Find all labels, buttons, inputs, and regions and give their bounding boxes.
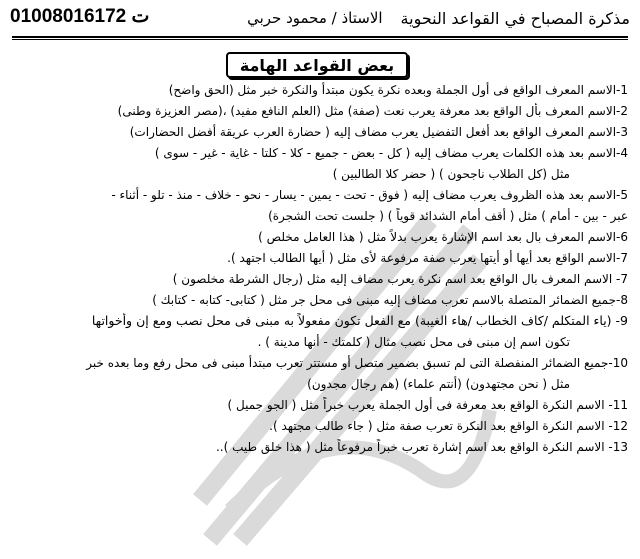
rule-line: 7- الاسم المعرف بال الواقع بعد اسم نكرة يعرب مضاف إليه مثل (رجال الشرطة مخلصون ) — [172, 272, 628, 286]
phone-line — [10, 5, 149, 28]
rule-line: 6-الاسم المعرف بال بعد اسم الإشارة يعرب بدلاً مثل ( هذا العامل مخلص ) — [258, 230, 628, 244]
rule-line: تكون اسم إن مبنى فى محل نصب مثال ( كلمتك - أنها مدينة ) . — [257, 335, 570, 349]
rule-line: 4-الاسم بعد هذه الكلمات يعرب مضاف إليه ( كل - بعض - جميع - كلا - كلتا - غاية - غير - سوى ) — [154, 146, 628, 160]
page-header — [0, 0, 640, 34]
document-title: مذكرة المصباح في القواعد النحوية — [400, 9, 630, 28]
rule-line: 8-جميع الضمائر المتصلة بالاسم تعرب مضاف إليه مبنى فى محل جر مثل ( كتابى- كتابه - كتابك ) — [152, 293, 628, 307]
header-rule — [12, 36, 628, 38]
rule-line: 1-الاسم المعرف الواقع فى أول الجملة وبعده نكرة يكون مبتدأ والنكرة خبر مثل (الحق واضح) — [168, 83, 628, 97]
rule-line: 2-الاسم المعرف بأل الواقع بعد معرفة يعرب نعت (صفة) مثل (العلم النافع مفيد) ،(مصر العزيزة وطنى) — [117, 104, 628, 118]
rule-line: 13- الاسم النكرة الواقع بعد اسم إشارة تعرب خبراً مرفوعاً مثل ( هذا خلق طيب ).. — [215, 440, 628, 454]
rule-line: 12- الاسم النكرة الواقع بعد النكرة تعرب صفة مثل ( جاء طالب مجتهد ). — [269, 419, 628, 433]
rule-line: 10-جميع الضمائر المنفصلة التى لم تسبق بضمير متصل أو مستتر تعرب مبتدأ مبنى فى محل رفع وما بعده خبر — [86, 356, 628, 370]
rule-line: 5-الاسم بعد هذه الظروف يعرب مضاف إليه ( فوق - تحت - يمين - يسار - نحو - خلاف - منذ - تلو - أثناء - — [111, 188, 628, 202]
rule-line: 11- الاسم النكرة الواقع بعد معرفة فى أول الجملة يعرب خبراً مثل ( الجو جميل ) — [227, 398, 628, 412]
rule-line: مثل ( نحن مجتهدون) (أنتم علماء) (هم رجال مجدون) — [307, 377, 570, 391]
phone-number: 01008016172 — [10, 6, 127, 27]
teacher-name: الاستاذ / محمود حربي — [247, 9, 383, 27]
rule-line: مثل (كل الطلاب ناجحون ) ( حضر كلا الطالبين ) — [332, 167, 570, 181]
rule-line: 3-الاسم المعرف الواقع بعد أفعل التفضيل يعرب مضاف إليه ( حضارة العرب عريقة أفضل الحضارات) — [129, 125, 628, 139]
section-title: بعض القواعد الهامة — [226, 52, 408, 78]
header-rule-thin — [12, 39, 628, 40]
phone-prefix: ت — [131, 6, 150, 27]
rule-line: 9- (ياء المتكلم /كاف الخطاب /هاء الغيبة) مع الفعل تكون مفعولاً به مبنى فى محل نصب ومع إن وأخواتها — [91, 313, 628, 328]
rule-line: 7-الاسم الواقع بعد أيها أو أيتها يعرب صفة مرفوعة لأى مثل ( أيها الطالب اجتهد ). — [227, 251, 628, 265]
rule-line: عبر - بين - أمام ) مثل ( أقف أمام الشدائد قوياً ) ( جلست تحت الشجرة) — [268, 209, 628, 223]
rules-list — [10, 82, 630, 455]
header-right — [247, 9, 630, 28]
